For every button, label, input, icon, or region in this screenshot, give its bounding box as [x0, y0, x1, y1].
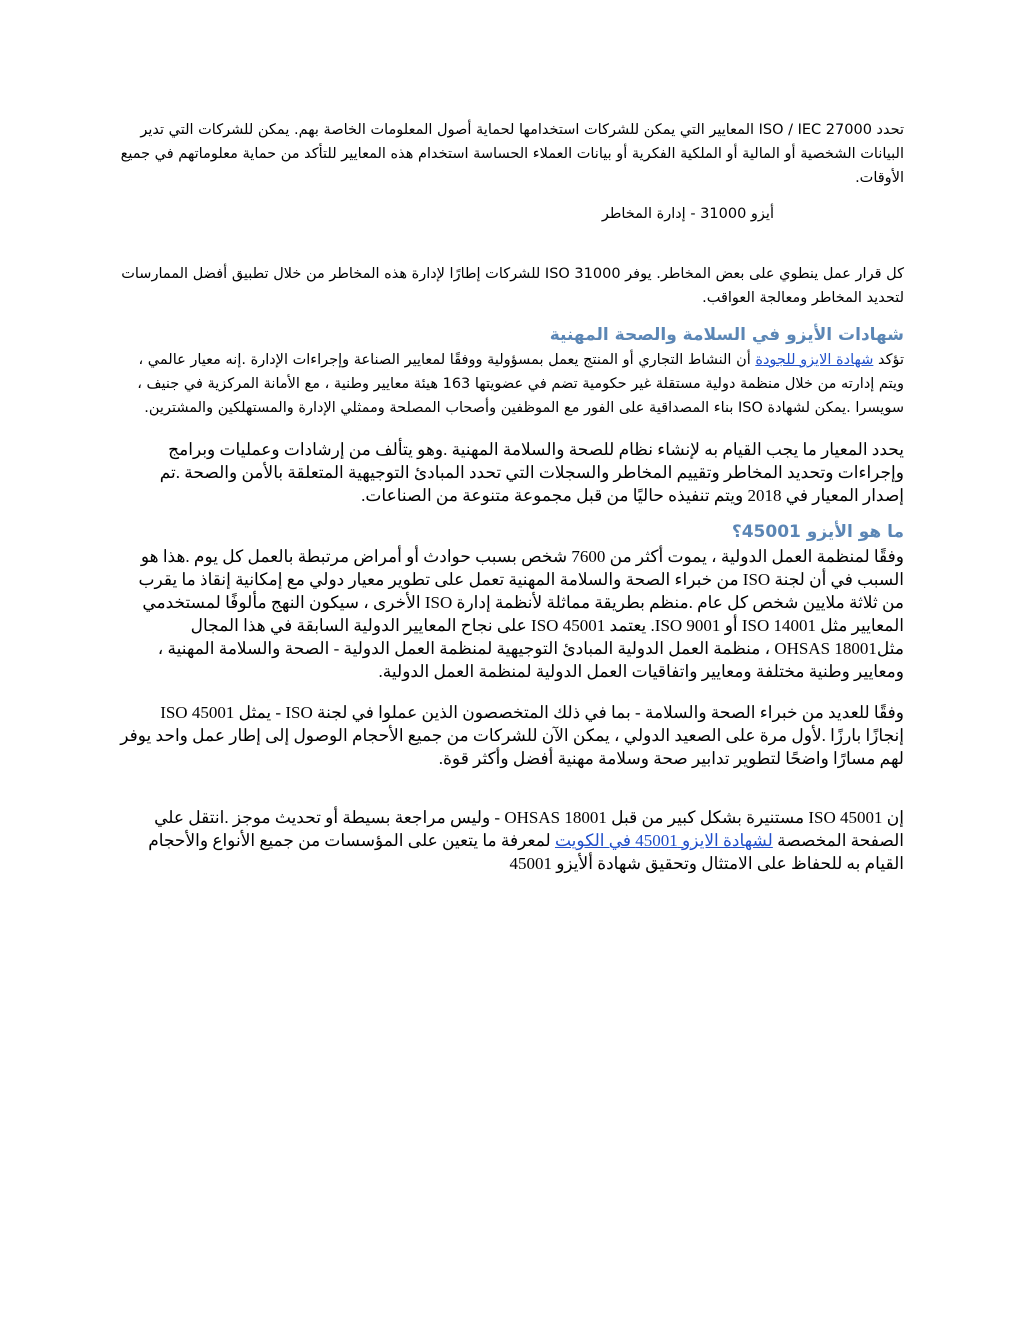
- what-is-iso45001-heading: ما هو الأيزو 45001؟: [731, 522, 904, 542]
- paragraph-text: أن النشاط التجاري أو المنتج يعمل بمسؤولية ووفقًا لمعايير الصناعة وإجراءات الإدارة .إنه معيار عالمي ، ويتم إدارته من خلال منظمة دولية مستقلة غير حكومية تضم في عضويتها 163 هيئة معايير وطنية ، مع الأمانة المركزية في جنيف ، سويسرا .يمكن لشهادة ISO بناء المصداقية على الفور مع الموظفين وأصحاب المصلحة وممثلي الإدارة والمستهلكين والمشترين.: [137, 352, 904, 416]
- iso27000-paragraph: تحدد ISO / IEC 27000 المعايير التي يمكن للشركات استخدامها لحماية أصول المعلومات الخاصة بهم. يمكن للشركات التي تدير البيانات الشخصية أو المالية أو الملكية الفكرية أو بيانات العملاء الحساسة استخدام هذه المعايير للتأكد من حماية معلوماتهم في جميع الأوقات.: [120, 122, 904, 186]
- paragraph-text: لمعرفة ما يتعين على المؤسسات من جميع الأنواع والأحجام القيام به للحفاظ على الامتثال وتحقيق شهادة ألأيزو 45001: [148, 831, 904, 873]
- paragraph-text: تؤكد: [873, 352, 904, 368]
- ilo-statistics-paragraph: وفقًا لمنظمة العمل الدولية ، يموت أكثر من 7600 شخص بسبب حوادث أو أمراض مرتبطة بالعمل كل يوم .هذا هو السبب في أن لجنة ISO من خبراء الصحة والسلامة المهنية تعمل على تطوير معيار دولي مع إمكانية إنقاذ ما يقرب من ثلاثة ملايين شخص كل عام .منظم بطريقة مماثلة لأنظمة إدارة ISO الأخرى ، سيكون النهج مألوفًا لمستخدمي المعايير مثل ISO 14001 أو ISO 9001. يعتمد ISO 45001 على نجاح المعايير الدولية السابقة في هذا المجال مثلOHSAS 18001 ، منظمة العمل الدولية المبادئ التوجيهية لمنظمة العمل الدولية - الصحة والسلامة المهنية ، ومعايير وطنية مختلفة ومعايير واتفاقيات العمل الدولية لمنظمة العمل الدولية.: [138, 547, 904, 681]
- iso45001-kuwait-link[interactable]: لشهادة الايزو 45001 في الكويت: [554, 831, 773, 850]
- experts-paragraph: وفقًا للعديد من خبراء الصحة والسلامة - بما في ذلك المتخصصون الذين عملوا في لجنة ISO - يمثل ISO 45001 إنجازًا بارزًا .لأول مرة على الصعيد الدولي ، يمكن الآن للشركات من جميع الأحجام الوصول إلى إطار عمل واحد يوفر لهم مسارًا واضحًا لتطوير تدابير صحة وسلامة مهنية أفضل وأكثر قوة.: [120, 703, 904, 768]
- document-body: [118, 118, 904, 875]
- paragraph-text: إن ISO 45001 مستنيرة بشكل كبير من قبل OHSAS 18001 - وليس مراجعة بسيطة أو تحديث موجز .انتقل علي الصفحة المخصصة: [154, 808, 904, 850]
- ohsas-paragraph: [118, 806, 904, 875]
- iso-quality-certificate-link[interactable]: شهادة الايزو للجودة: [755, 352, 874, 368]
- ohs-certifications-heading: شهادات الأيزو في السلامة والصحة المهنية: [549, 325, 904, 345]
- iso31000-subtitle: أيزو 31000 - إدارة المخاطر: [601, 206, 774, 222]
- standard-definition-paragraph: يحدد المعيار ما يجب القيام به لإنشاء نظام للصحة والسلامة المهنية .وهو يتألف من إرشادات وعمليات وبرامج وإجراءات وتحديد المخاطر وتقييم المخاطر والسجلات التي تحدد المبادئ التوجيهية المتعلقة بالأمن والصحة .تم إصدار المعيار في 2018 ويتم تنفيذه حاليًا من قبل مجموعة متنوعة من الصناعات.: [159, 440, 904, 505]
- iso31000-paragraph: كل قرار عمل ينطوي على بعض المخاطر. يوفر ISO 31000 للشركات إطارًا لإدارة هذه المخاطر من خلال تطبيق أفضل الممارسات لتحديد المخاطر ومعالجة العواقب.: [121, 266, 904, 306]
- iso-certification-paragraph: [118, 348, 904, 420]
